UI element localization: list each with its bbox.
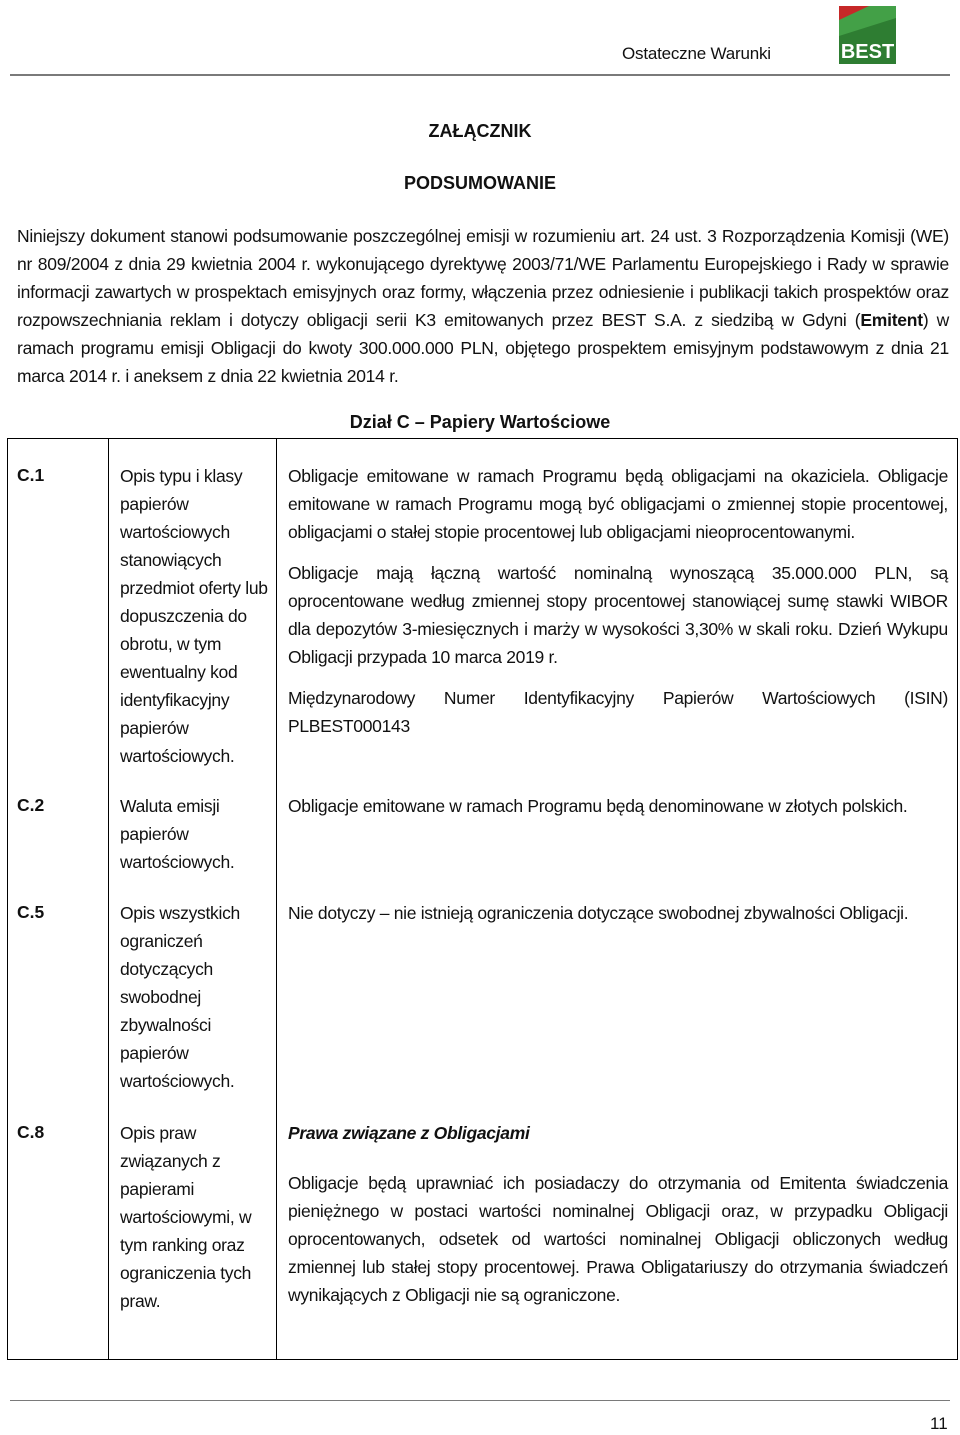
summary-title: PODSUMOWANIE <box>403 173 556 193</box>
annex-title: ZAŁĄCZNIK <box>428 121 532 141</box>
row-paragraph: Obligacje mają łączną wartość nominalną wynoszącą 35.000.000 PLN, są oprocentowane według zmiennej stopy procentowej stanowiącej sumę stawki WIBOR dla depozytów 3-miesięcznych i marży w wysokości 3,30% w skali roku. Dzień Wykupu Obligacji przypada 10 marca 2019 r. <box>288 563 948 667</box>
row-code: C.8 <box>17 1122 45 1142</box>
logo-text: BEST <box>840 41 895 63</box>
row-description: Waluta emisji papierów wartościowych. <box>120 796 235 872</box>
page-number: 11 <box>930 1414 948 1433</box>
row-content <box>288 1119 948 1309</box>
best-logo <box>839 6 896 64</box>
header-title: Ostateczne Warunki <box>622 44 771 63</box>
row-paragraph: Obligacje będą uprawniać ich posiadaczy do otrzymania od Emitenta świadczenia pieniężnego w postaci wartości nominalnej Obligacji oraz, w przypadku Obligacji oprocentowanych, odsetek od wartości nominalnej Obligacji obliczonych według zmiennej lub stałej stopy procentowej. Prawa Obligatariuszy do otrzymania świadczeń wynikających z Obligacji nie są ograniczone. <box>288 1173 948 1305</box>
intro-emitent: Emitent <box>860 310 923 330</box>
row-heading: Prawa związane z Obligacjami <box>288 1123 530 1143</box>
row-code: C.1 <box>17 465 45 485</box>
row-paragraph: Obligacje emitowane w ramach Programu będą obligacjami na okaziciela. Obligacje emitowane w ramach Programu mogą być obligacjami o zmiennej stopie procentowej, obligacjami o stałej stopie procentowej lub obligacjami nieoprocentowanymi. <box>288 466 948 542</box>
row-content <box>288 899 948 927</box>
row-description: Opis praw związanych z papierami wartościowymi, w tym ranking oraz ograniczenia tych praw. <box>120 1123 252 1311</box>
row-paragraph: Międzynarodowy Numer Identyfikacyjny Papierów Wartościowych (ISIN) PLBEST000143 <box>288 688 948 736</box>
intro-text-1: Niniejszy dokument stanowi podsumowanie poszczególnej emisji w rozumieniu art. 24 ust. 3 Rozporządzenia Komisji (WE) nr 809/2004 z dnia 29 kwietnia 2004 r. wykonującego dyrektywę 2003/71/WE Parlamentu Europejskiego i Rady w sprawie informacji zawartych w prospektach emisyjnych oraz formy, włączenia przez odniesienie i publikacji takich prospektów oraz rozpowszechniania reklam i dotyczy obligacji serii K3 emitowanych przez BEST S.A. z siedzibą w Gdyni ( <box>17 226 949 330</box>
row-code: C.2 <box>17 795 45 815</box>
header-rule <box>10 74 950 76</box>
intro-paragraph <box>17 222 949 390</box>
row-paragraph: Obligacje emitowane w ramach Programu będą denominowane w złotych polskich. <box>288 796 908 816</box>
row-paragraph: Nie dotyczy – nie istnieją ograniczenia dotyczące swobodnej zbywalności Obligacji. <box>288 903 909 923</box>
footer-rule <box>10 1400 950 1401</box>
row-description: Opis wszystkich ograniczeń dotyczących swobodnej zbywalności papierów wartościowych. <box>120 903 240 1091</box>
row-content <box>288 792 948 820</box>
intro-text-2: ) w ramach programu emisji Obligacji do kwoty 300.000.000 PLN, objętego prospektem emisyjnym podstawowym z dnia 21 marca 2014 r. i aneksem z dnia 22 kwietnia 2014 r. <box>17 310 949 386</box>
section-title: Dział C – Papiery Wartościowe <box>349 412 611 432</box>
table-column-divider-2 <box>276 438 277 1360</box>
table-column-divider-1 <box>108 438 109 1360</box>
row-description: Opis typu i klasy papierów wartościowych stanowiących przedmiot oferty lub dopuszczenia do obrotu, w tym ewentualny kod identyfikacyjny papierów wartościowych. <box>120 466 268 766</box>
row-content <box>288 462 948 740</box>
row-code: C.5 <box>17 902 45 922</box>
